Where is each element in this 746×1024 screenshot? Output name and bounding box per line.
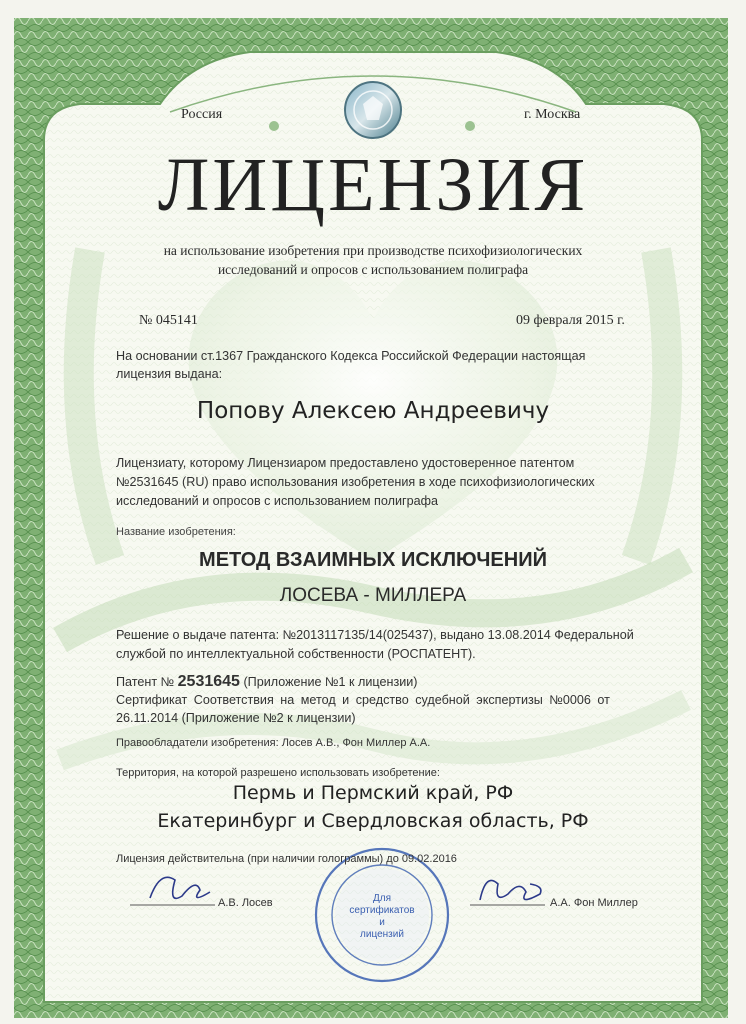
patent-prefix: Патент №: [116, 675, 175, 689]
validity-text: Лицензия действительна (при наличии голограммы) до 09.02.2016: [116, 853, 457, 865]
patent-line: [116, 672, 417, 692]
rights-holders: Правообладатели изобретения: Лосев А.В., Фон Миллер А.А.: [116, 737, 431, 749]
city-label: г. Москва: [524, 107, 581, 122]
rights-line1: Лицензиату, которому Лицензиаром предоставлено удостоверенное патентом: [116, 456, 575, 470]
patent-suffix: (Приложение №1 к лицензии): [243, 675, 418, 689]
decision-line1: Решение о выдаче патента: №2013117135/14(025437), выдано 13.08.2014 Федеральной: [116, 628, 634, 642]
rights-line3: исследований и опросов с использованием полиграфа: [116, 494, 438, 508]
licensee-name: Попову Алексею Андреевичу: [196, 398, 550, 424]
basis-line2: лицензия выдана:: [116, 367, 223, 381]
document-subtitle-line1: на использование изобретения при производстве психофизиологических: [163, 243, 583, 258]
decision-line2: службой по интеллектуальной собственности (РОСПАТЕНТ).: [116, 647, 476, 661]
license-number: № 045141: [139, 313, 198, 328]
stamp-text-line3: и: [379, 917, 385, 928]
license-date: 09 февраля 2015 г.: [516, 313, 625, 328]
invention-label: Название изобретения:: [116, 526, 236, 538]
territory-line2: Екатеринбург и Свердловская область, РФ: [157, 810, 589, 832]
signatory-right: А.А. Фон Миллер: [550, 897, 638, 909]
hologram-emblem: [345, 82, 401, 138]
patent-number: 2531645: [177, 673, 240, 690]
invention-title-line1: МЕТОД ВЗАИМНЫХ ИСКЛЮЧЕНИЙ: [199, 549, 547, 571]
territory-label: Территория, на которой разрешено использовать изобретение:: [116, 767, 440, 779]
country-label: Россия: [181, 107, 223, 122]
signatory-left: А.В. Лосев: [218, 897, 273, 909]
invention-title-line2: ЛОСЕВА - МИЛЛЕРА: [279, 585, 467, 606]
stamp-text-line1: Для: [372, 893, 392, 904]
document-title: ЛИЦЕНЗИЯ: [157, 143, 589, 227]
certificate-line1: Сертификат Соответствия на метод и средство судебной экспертизы №0006 от: [116, 693, 610, 707]
stamp-text-line4: лицензий: [360, 929, 404, 940]
territory-line1: Пермь и Пермский край, РФ: [232, 782, 514, 804]
certificate-line2: 26.11.2014 (Приложение №2 к лицензии): [116, 711, 356, 725]
basis-line1: На основании ст.1367 Гражданского Кодекса Российской Федерации настоящая: [116, 349, 586, 363]
stamp-text-line2: сертификатов: [349, 905, 415, 916]
rights-line2: №2531645 (RU) право использования изобретения в ходе психофизиологических: [116, 475, 595, 489]
document-subtitle-line2: исследований и опросов с использованием полиграфа: [217, 262, 529, 277]
